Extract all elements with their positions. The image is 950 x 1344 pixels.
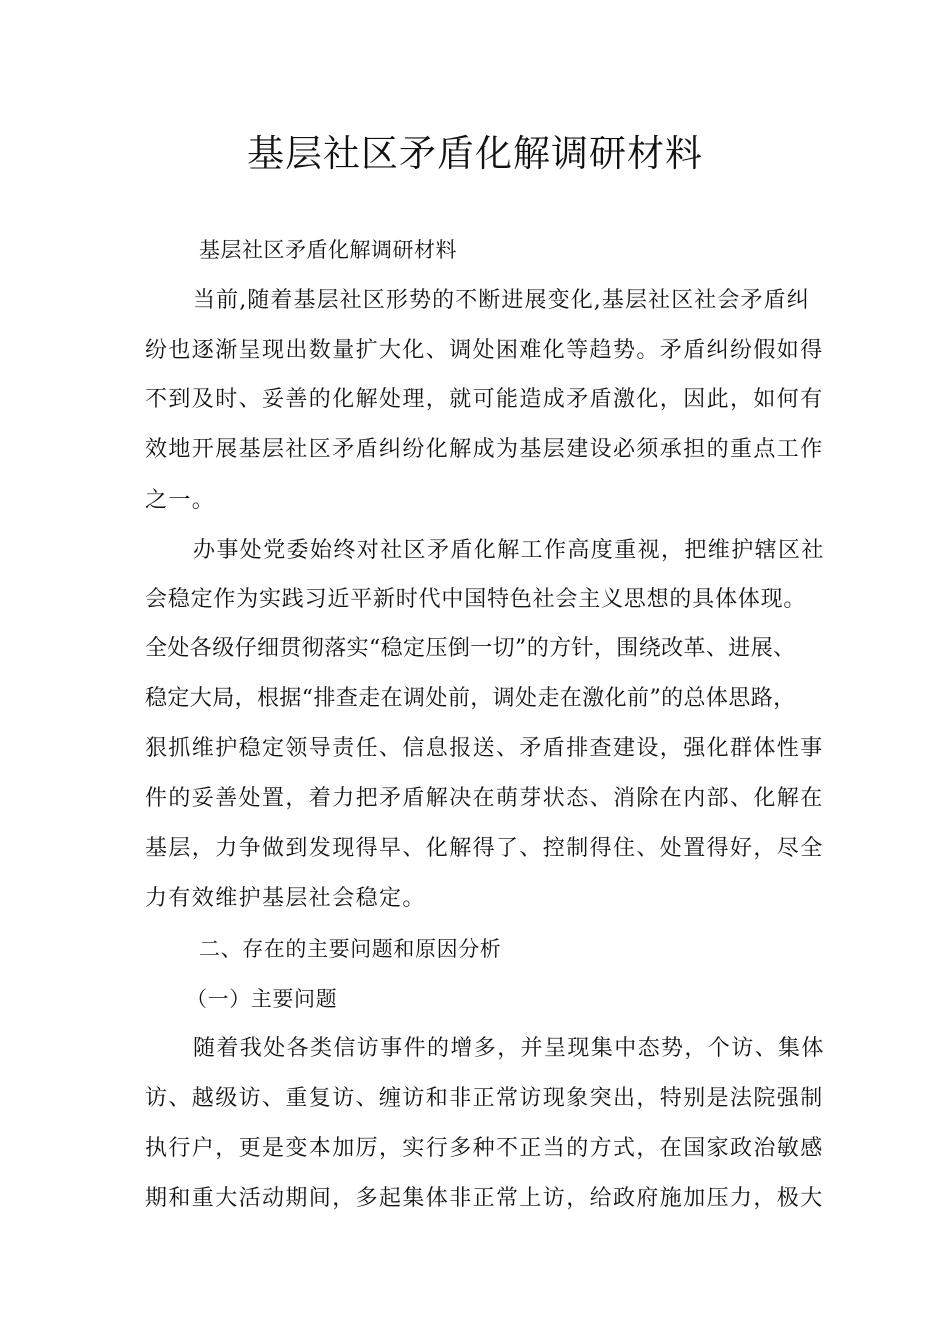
subtitle-line: 基层社区矛盾化解调研材料	[199, 238, 457, 262]
paragraph-line: 访、越级访、重复访、缠访和非正常访现象突出，特别是法院强制	[145, 1086, 824, 1111]
paragraph-line: 力有效维护基层社会稳定。	[145, 886, 426, 911]
paragraph-line: 稳定大局，根据“排查走在调处前，调处走在激化前”的总体思路，	[145, 686, 796, 711]
paragraph-line: 不到及时、妥善的化解处理，就可能造成矛盾激化，因此，如何有	[145, 387, 824, 412]
paragraph-line: 纷也逐渐呈现出数量扩大化、调处困难化等趋势。矛盾纠纷假如得	[145, 338, 824, 363]
paragraph-line: 执行户，更是变本加厉，实行多种不正当的方式，在国家政治敏感	[145, 1136, 824, 1161]
paragraph-line: 全处各级仔细贯彻落实“稳定压倒一切”的方针，围绕改革、进展、	[145, 636, 796, 661]
paragraph-line: 效地开展基层社区矛盾纠纷化解成为基层建设必须承担的重点工作	[145, 437, 824, 462]
paragraph-line: 件的妥善处置，着力把矛盾解决在萌芽状态、消除在内部、化解在	[145, 786, 824, 811]
paragraph-line: 之一。	[145, 488, 216, 513]
paragraph-line: 基层，力争做到发现得早、化解得了、控制得住、处置得好，尽全	[145, 836, 824, 861]
paragraph-line: 会稳定作为实践习近平新时代中国特色社会主义思想的具体体现。	[145, 587, 807, 612]
paragraph-line: 办事处党委始终对社区矛盾化解工作高度重视，把维护辖区社	[193, 538, 825, 563]
document-title: 基层社区矛盾化解调研材料	[247, 132, 703, 175]
paragraph-line: 随着我处各类信访事件的增多，并呈现集中态势，个访、集体	[193, 1036, 825, 1061]
paragraph-line: 狠抓维护稳定领导责任、信息报送、矛盾排查建设，强化群体性事	[145, 736, 824, 761]
paragraph-line: 期和重大活动期间，多起集体非正常上访，给政府施加压力，极大	[145, 1186, 824, 1211]
subsection-heading: （一）主要问题	[186, 987, 338, 1011]
section-heading: 二、存在的主要问题和原因分析	[199, 937, 502, 961]
paragraph-line: 当前,随着基层社区形势的不断进展变化,基层社区社会矛盾纠	[193, 288, 810, 313]
